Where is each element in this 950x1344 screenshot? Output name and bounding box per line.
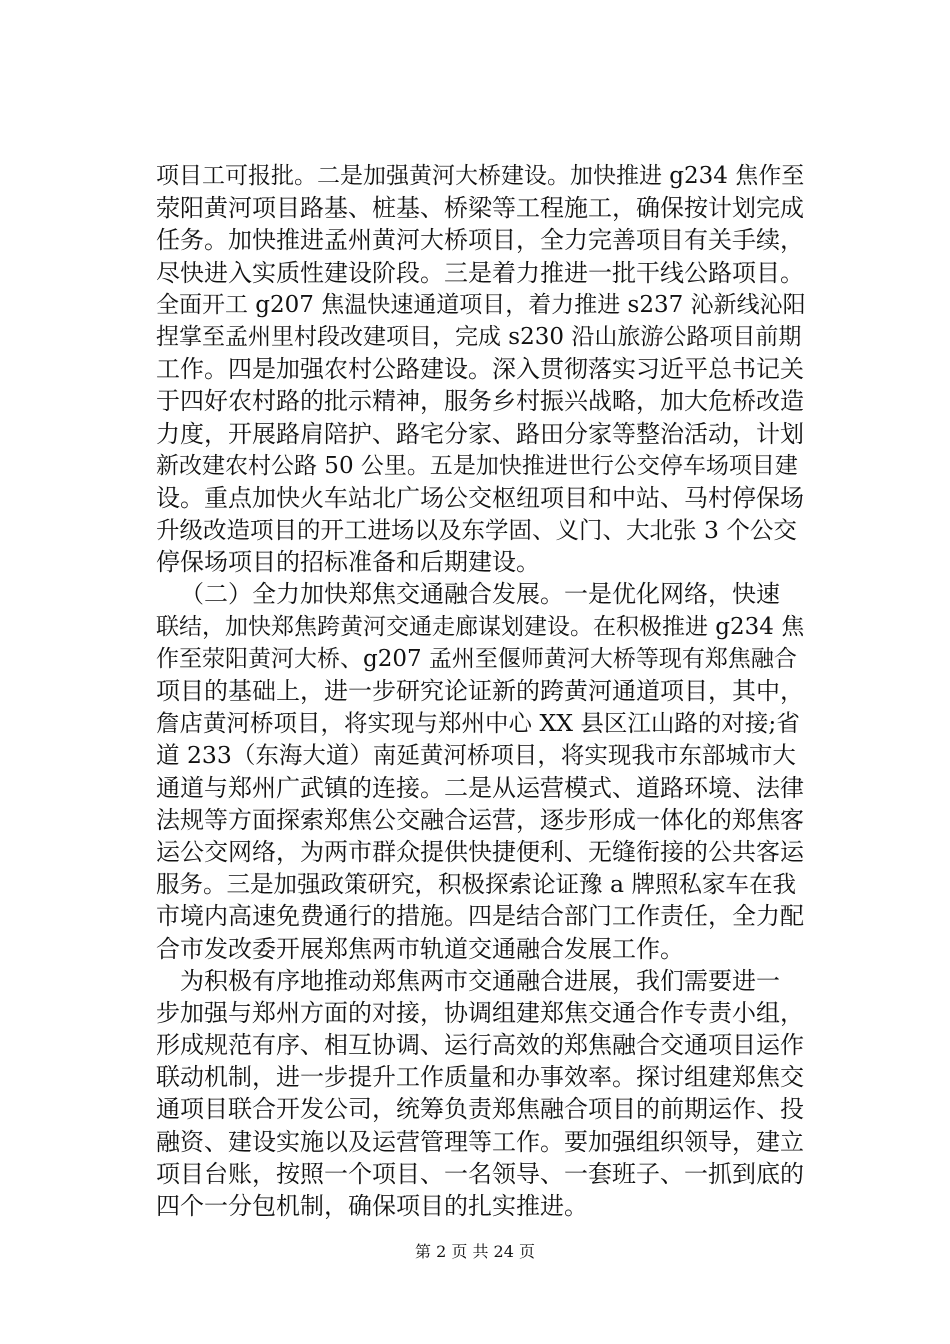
text-line: 联结，加快郑焦跨黄河交通走廊谋划建设。在积极推进 g234 焦	[156, 613, 805, 640]
text-line: 工作。四是加强农村公路建设。深入贯彻落实习近平总书记关	[156, 355, 804, 384]
text-line: 詹店黄河桥项目，将实现与郑州中心 XX 县区江山路的对接;省	[156, 709, 800, 738]
text-line: 于四好农村路的批示精神，服务乡村振兴战略，加大危桥改造	[156, 387, 804, 416]
text-line: 新改建农村公路 50 公里。五是加快推进世行公交停车场项目建	[156, 452, 798, 479]
text-line: 尽快进入实质性建设阶段。三是着力推进一批干线公路项目。	[156, 258, 804, 287]
text-line: 运公交网络，为两市群众提供快捷便利、无缝衔接的公共客运	[156, 837, 804, 866]
text-line: 作至荥阳黄河大桥、g207 孟州至偃师黄河大桥等现有郑焦融合	[156, 645, 797, 672]
body-text	[156, 160, 806, 1222]
text-line: 通项目联合开发公司，统筹负责郑焦融合项目的前期运作、投	[156, 1095, 804, 1124]
text-line: 荥阳黄河项目路基、桩基、桥梁等工程施工，确保按计划完成	[156, 194, 804, 223]
text-line: 力度，开展路肩陪护、路宅分家、路田分家等整治活动，计划	[156, 419, 804, 448]
text-line: 四个一分包机制，确保项目的扎实推进。	[156, 1192, 588, 1220]
text-line: 形成规范有序、相互协调、运行高效的郑焦融合交通项目运作	[156, 1031, 804, 1060]
text-line: 市境内高速免费通行的措施。四是结合部门工作责任，全力配	[156, 902, 804, 931]
text-line: 停保场项目的招标准备和后期建设。	[156, 548, 540, 577]
text-line: 项目工可报批。二是加强黄河大桥建设。加快推进 g234 焦作至	[156, 163, 805, 189]
page-footer: 第 2 页 共 24 页	[415, 1242, 535, 1261]
text-line: 任务。加快推进孟州黄河大桥项目，全力完善项目有关手续，	[156, 226, 804, 255]
text-line: 通道与郑州广武镇的连接。二是从运营模式、道路环境、法律	[156, 773, 804, 802]
text-line: （二）全力加快郑焦交通融合发展。一是优化网络，快速	[180, 580, 780, 609]
text-line: 升级改造项目的开工进场以及东学固、义门、大北张 3 个公交	[156, 516, 797, 545]
text-line: 项目的基础上，进一步研究论证新的跨黄河通道项目，其中，	[156, 677, 804, 705]
text-line: 捏掌至孟州里村段改建项目，完成 s230 沿山旅游公路项目前期	[156, 323, 802, 350]
text-line: 为积极有序地推动郑焦两市交通融合进展，我们需要进一	[180, 966, 780, 995]
text-line: 法规等方面探索郑焦公交融合运营，逐步形成一体化的郑焦客	[156, 805, 804, 834]
text-line: 合市发改委开展郑焦两市轨道交通融合发展工作。	[156, 934, 684, 963]
text-line: 设。重点加快火车站北广场公交枢纽项目和中站、马村停保场	[156, 483, 804, 512]
text-line: 融资、建设实施以及运营管理等工作。要加强组织领导，建立	[156, 1127, 804, 1156]
text-line: 项目台账，按照一个项目、一名领导、一套班子、一抓到底的	[156, 1159, 804, 1188]
text-line: 道 233（东海大道）南延黄河桥项目，将实现我市东部城市大	[156, 741, 796, 770]
text-line: 全面开工 g207 焦温快速通道项目，着力推进 s237 沁新线沁阳	[156, 291, 806, 318]
text-line: 联动机制，进一步提升工作质量和办事效率。探讨组建郑焦交	[156, 1063, 804, 1092]
text-line: 步加强与郑州方面的对接，协调组建郑焦交通合作专责小组，	[156, 998, 804, 1027]
text-line: 服务。三是加强政策研究，积极探索论证豫 a 牌照私家车在我	[156, 870, 796, 899]
